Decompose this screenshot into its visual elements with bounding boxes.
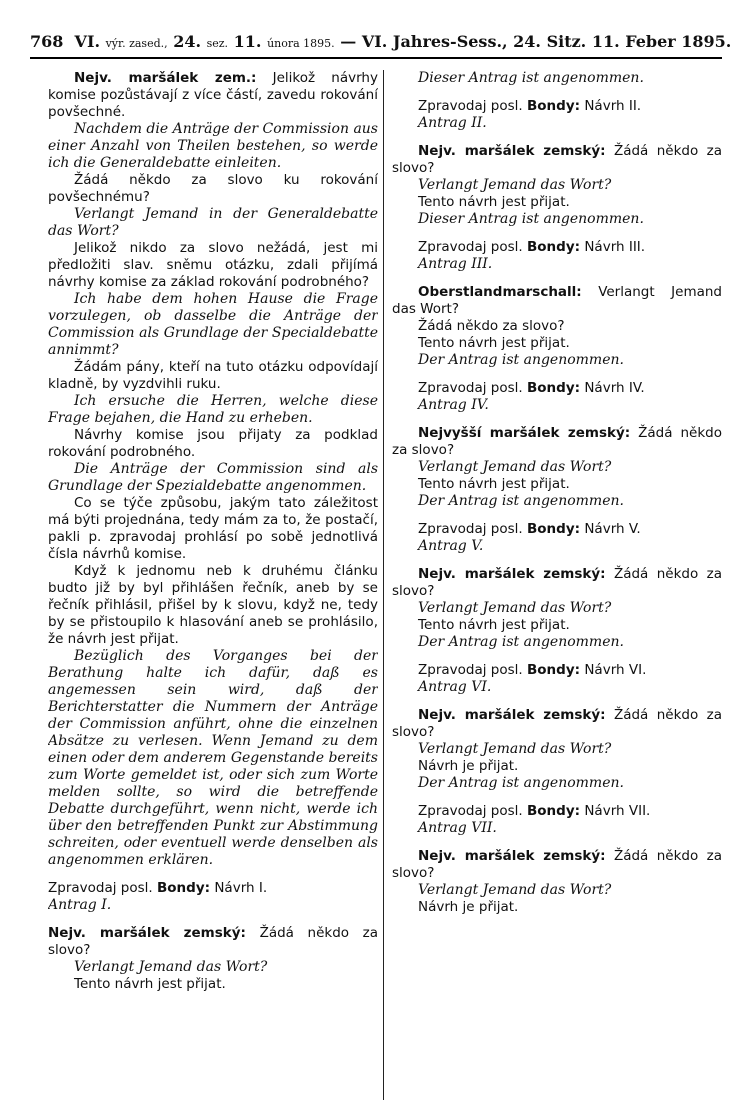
speaker-name: Bondy: xyxy=(156,880,211,896)
paragraph-text: Návrhy komise jsou přijaty za podklad rokování podrobného. xyxy=(48,427,378,460)
paragraph-text: Co se týče způsobu, jakým tato záležitost má býti projednána, tedy mám za to, že postačí, pakli p. zpravodaj prohlásí po sobě jednotlivá čísla návrhů komise. xyxy=(48,495,378,562)
session-cz-4: sez. xyxy=(206,37,229,50)
german-paragraph xyxy=(48,461,378,495)
motion-number: Návrh IV. xyxy=(584,380,645,396)
session-de: VI. Jahres-Sess., 24. Sitz. 11. Feber 1895. xyxy=(361,32,732,51)
czech-paragraph xyxy=(48,240,378,291)
speaker-name: Oberstlandmarschall: xyxy=(418,284,582,300)
german-paragraph xyxy=(392,775,722,792)
paragraph-text: Tento návrh jest přijat. xyxy=(74,976,226,992)
speaker-name: Bondy: xyxy=(526,380,581,396)
czech-paragraph xyxy=(392,848,722,882)
paragraph-text: Žádá někdo za slovo ku rokování povšechnému? xyxy=(48,172,378,205)
german-paragraph xyxy=(392,600,722,617)
page-header xyxy=(30,32,732,54)
motion-number: Návrh V. xyxy=(584,521,641,537)
motion-number: Návrh VII. xyxy=(584,803,651,819)
paragraph-text: Nachdem die Anträge der Commission aus einer Anzahl von Theilen bestehen, so werde ich die Generaldebatte einleiten. xyxy=(48,121,378,171)
column-divider xyxy=(383,70,384,1100)
german-paragraph xyxy=(392,679,722,696)
paragraph-text: Antrag V. xyxy=(418,538,484,554)
paragraph-text: Dieser Antrag ist angenommen. xyxy=(418,70,644,86)
paragraph-gap xyxy=(392,555,722,566)
paragraph-gap xyxy=(392,228,722,239)
paragraph-text: Jelikož nikdo za slovo nežádá, jest mi předložiti slav. sněmu otázku, zdali přijímá návrhy komise za základ rokování podrobného? xyxy=(48,240,378,290)
german-paragraph xyxy=(48,121,378,172)
session-cz-2: výr. zased., xyxy=(105,37,168,50)
reporter-label: Zpravodaj posl. xyxy=(418,662,523,678)
paragraph-text: Žádá někdo za slovo? xyxy=(418,318,565,334)
speaker-name: Nejv. maršálek zemský: xyxy=(48,925,246,941)
paragraph-gap xyxy=(392,696,722,707)
german-paragraph xyxy=(48,648,378,869)
session-cz-1: VI. xyxy=(74,32,101,51)
motion-number: Návrh VI. xyxy=(584,662,647,678)
paragraph-text: Tento návrh jest přijat. xyxy=(418,476,570,492)
speech-text: Žádá někdo za slovo? xyxy=(392,848,722,881)
speech-text: Žádá někdo za slovo? xyxy=(392,707,722,740)
header-dash: — xyxy=(340,32,357,51)
reporter-label: Zpravodaj posl. xyxy=(418,521,523,537)
paragraph-text: Žádám pány, kteří na tuto otázku odpovídají kladně, by vyzdvihli ruku. xyxy=(48,359,378,392)
czech-paragraph xyxy=(48,172,378,206)
german-paragraph xyxy=(392,538,722,555)
paragraph-text: Ich ersuche die Herren, welche diese Frage bejahen, die Hand zu erheben. xyxy=(48,393,378,426)
german-paragraph xyxy=(48,393,378,427)
session-cz-3: 24. xyxy=(173,32,202,51)
paragraph-text: Der Antrag ist angenommen. xyxy=(418,634,624,650)
speaker-name: Bondy: xyxy=(526,239,581,255)
german-paragraph xyxy=(392,115,722,132)
paragraph-text: Verlangt Jemand das Wort? xyxy=(418,882,612,898)
paragraph-text: Antrag IV. xyxy=(418,397,489,413)
paragraph-text: Ich habe dem hohen Hause die Frage vorzulegen, ob dasselbe die Anträge der Commission als Grundlage der Specialdebatte annimmt? xyxy=(48,291,378,358)
czech-paragraph xyxy=(392,566,722,600)
speech-text: Žádá někdo za slovo? xyxy=(392,425,722,458)
header-rule xyxy=(30,57,722,59)
german-paragraph xyxy=(48,291,378,359)
paragraph-gap xyxy=(392,651,722,662)
speaker-name: Bondy: xyxy=(526,521,581,537)
paragraph-gap xyxy=(392,369,722,380)
paragraph-text: Tento návrh jest přijat. xyxy=(418,194,570,210)
paragraph-text: Antrag VI. xyxy=(418,679,492,695)
paragraph-gap xyxy=(392,792,722,803)
paragraph-text: Verlangt Jemand das Wort? xyxy=(418,741,612,757)
reporter-label: Zpravodaj posl. xyxy=(48,880,153,896)
german-paragraph xyxy=(392,634,722,651)
paragraph-text: Bezüglich des Vorganges bei der Berathung halte ich dafür, daß es angemessen sein wird, daß der Berichterstatter die Nummern der Anträge der Commission anführt, ohne die einzelnen Absätze zu verlesen. Wenn Jemand zu dem einen oder dem anderem Gegenstande bereits zum Worte gemeldet ist, oder sich zum Worte melden sollte, so wird die betreffende Debatte durchgeführt, wenn nicht, werde ich über den betreffenden Punkt zur Abstimmung schreiten, oder eventuell werde denselben als angenommen erklären. xyxy=(48,648,378,868)
paragraph-gap xyxy=(48,869,378,880)
czech-paragraph xyxy=(392,662,722,679)
page-number: 768 xyxy=(30,32,64,51)
german-paragraph xyxy=(392,352,722,369)
speaker-name: Nejv. maršálek zemský: xyxy=(418,566,606,582)
german-paragraph xyxy=(392,741,722,758)
paragraph-text: Verlangt Jemand das Wort? xyxy=(418,177,612,193)
reporter-label: Zpravodaj posl. xyxy=(418,239,523,255)
czech-paragraph xyxy=(392,194,722,211)
paragraph-text: Verlangt Jemand in der Generaldebatte das Wort? xyxy=(48,206,378,239)
czech-paragraph xyxy=(392,758,722,775)
german-paragraph xyxy=(392,211,722,228)
speaker-name: Nejv. maršálek zemský: xyxy=(418,707,606,723)
speech-text: Žádá někdo za slovo? xyxy=(392,566,722,599)
czech-paragraph xyxy=(48,427,378,461)
czech-paragraph xyxy=(392,617,722,634)
czech-paragraph xyxy=(48,70,378,121)
paragraph-gap xyxy=(392,837,722,848)
czech-paragraph xyxy=(392,899,722,916)
paragraph-text: Antrag VII. xyxy=(418,820,497,836)
session-cz-5: 11. xyxy=(233,32,262,51)
speaker-name: Nejvyšší maršálek zemský: xyxy=(418,425,631,441)
paragraph-text: Der Antrag ist angenommen. xyxy=(418,352,624,368)
german-paragraph xyxy=(48,959,378,976)
speech-text: Verlangt Jemand das Wort? xyxy=(392,284,722,317)
speaker-name: Bondy: xyxy=(526,662,581,678)
german-paragraph xyxy=(392,397,722,414)
reporter-label: Zpravodaj posl. xyxy=(418,98,523,114)
paragraph-text: Návrh je přijat. xyxy=(418,899,519,915)
paragraph-text: Antrag I. xyxy=(48,897,112,913)
czech-paragraph xyxy=(392,521,722,538)
paragraph-text: Návrh je přijat. xyxy=(418,758,519,774)
czech-paragraph xyxy=(392,803,722,820)
german-paragraph xyxy=(392,493,722,510)
paragraph-text: Verlangt Jemand das Wort? xyxy=(418,459,612,475)
speech-text: Žádá někdo za slovo? xyxy=(48,925,378,958)
czech-paragraph xyxy=(392,476,722,493)
czech-paragraph xyxy=(48,880,378,897)
paragraph-gap xyxy=(392,414,722,425)
german-paragraph xyxy=(48,897,378,914)
speaker-name: Nejv. maršálek zem.: xyxy=(74,70,257,86)
paragraph-text: Antrag II. xyxy=(418,115,487,131)
paragraph-gap xyxy=(48,914,378,925)
speaker-name: Bondy: xyxy=(526,98,581,114)
czech-paragraph xyxy=(392,239,722,256)
paragraph-text: Die Anträge der Commission sind als Grundlage der Spezialdebatte angenommen. xyxy=(48,461,378,494)
paragraph-text: Dieser Antrag ist angenommen. xyxy=(418,211,644,227)
reporter-label: Zpravodaj posl. xyxy=(418,380,523,396)
paragraph-gap xyxy=(392,87,722,98)
paragraph-gap xyxy=(392,132,722,143)
motion-number: Návrh I. xyxy=(214,880,268,896)
czech-paragraph xyxy=(392,707,722,741)
czech-paragraph xyxy=(392,380,722,397)
motion-number: Návrh II. xyxy=(584,98,642,114)
german-paragraph xyxy=(392,820,722,837)
speech-text: Žádá někdo za slovo? xyxy=(392,143,722,176)
german-paragraph xyxy=(392,256,722,273)
paragraph-text: Když k jednomu neb k druhému článku budto již by byl přihlášen řečník, aneb by se řečník přihlásil, přišel by k slovu, když ne, tedy by se přistoupilo k hlasování aneb se prohlásilo, že návrh jest přijat. xyxy=(48,563,378,647)
session-cz-6: února 1895. xyxy=(267,37,335,50)
paragraph-gap xyxy=(392,510,722,521)
czech-paragraph xyxy=(48,359,378,393)
czech-paragraph xyxy=(48,925,378,959)
speaker-name: Nejv. maršálek zemský: xyxy=(418,848,606,864)
czech-paragraph xyxy=(392,98,722,115)
right-column xyxy=(392,70,722,1105)
czech-paragraph xyxy=(392,425,722,459)
paragraph-text: Tento návrh jest přijat. xyxy=(418,335,570,351)
speech-text: Jelikož návrhy komise pozůstávají z více částí, zavedu rokování povšechné. xyxy=(48,70,378,120)
motion-number: Návrh III. xyxy=(584,239,646,255)
speaker-name: Nejv. maršálek zemský: xyxy=(418,143,606,159)
czech-paragraph xyxy=(48,563,378,648)
german-paragraph xyxy=(392,177,722,194)
paragraph-text: Verlangt Jemand das Wort? xyxy=(418,600,612,616)
czech-paragraph xyxy=(392,335,722,352)
german-paragraph xyxy=(392,459,722,476)
paragraph-text: Der Antrag ist angenommen. xyxy=(418,493,624,509)
reporter-label: Zpravodaj posl. xyxy=(418,803,523,819)
czech-paragraph xyxy=(392,318,722,335)
paragraph-gap xyxy=(392,273,722,284)
german-paragraph xyxy=(48,206,378,240)
paragraph-text: Der Antrag ist angenommen. xyxy=(418,775,624,791)
speaker-name: Bondy: xyxy=(526,803,581,819)
paragraph-text: Antrag III. xyxy=(418,256,493,272)
czech-paragraph xyxy=(48,976,378,993)
german-paragraph xyxy=(392,882,722,899)
paragraph-text: Verlangt Jemand das Wort? xyxy=(74,959,268,975)
left-column xyxy=(48,70,378,1105)
german-paragraph xyxy=(392,70,722,87)
czech-paragraph xyxy=(48,495,378,563)
paragraph-text: Tento návrh jest přijat. xyxy=(418,617,570,633)
czech-paragraph xyxy=(392,284,722,318)
czech-paragraph xyxy=(392,143,722,177)
